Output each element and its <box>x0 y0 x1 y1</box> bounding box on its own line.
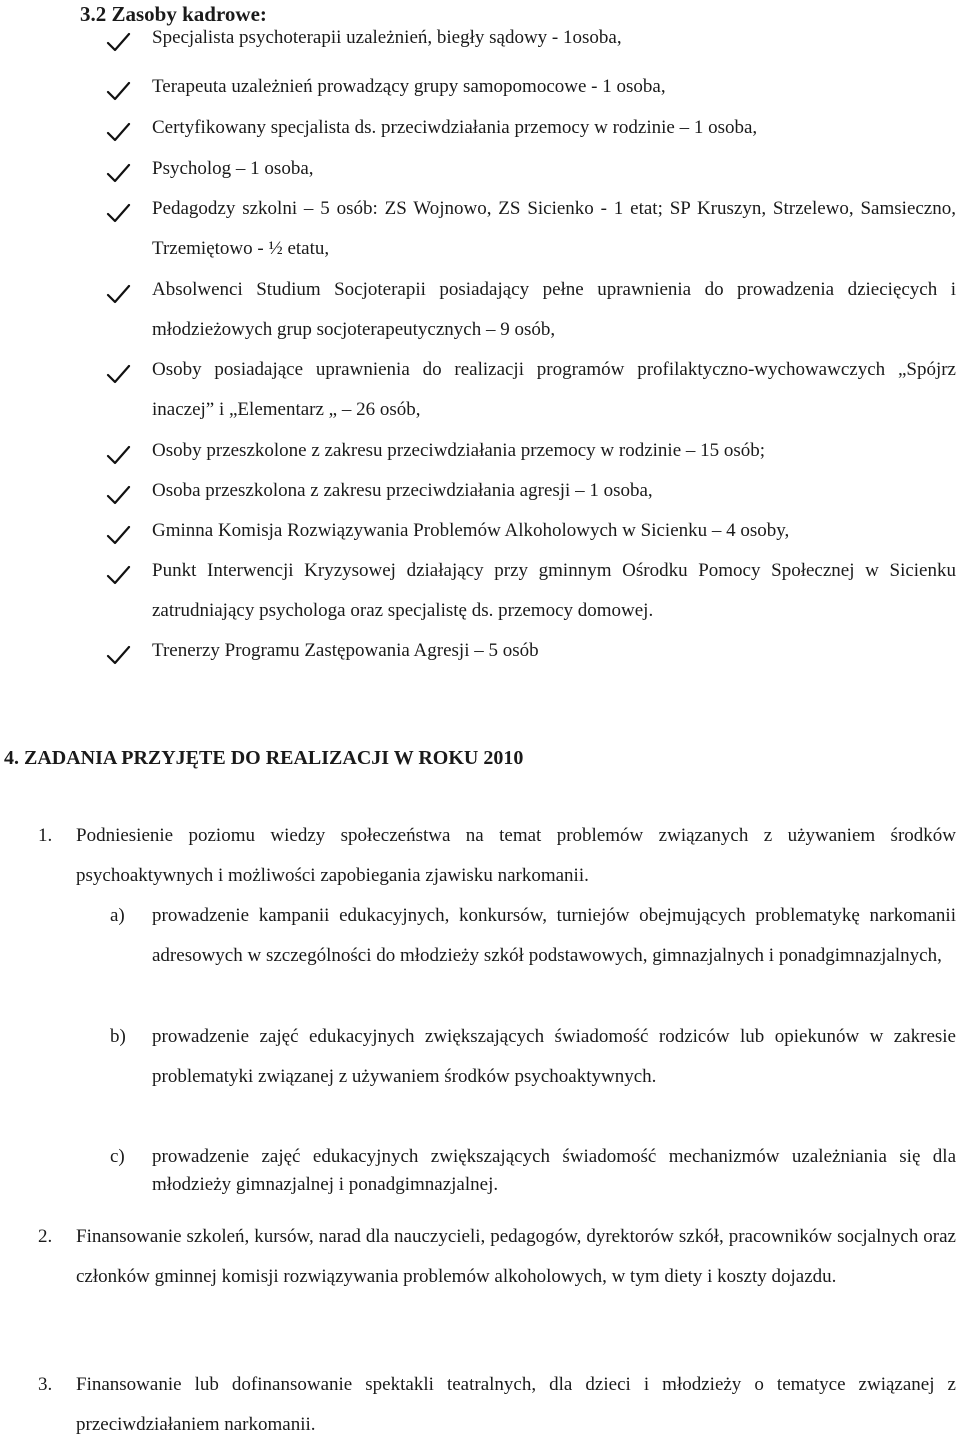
list-item-text: Specjalista psychoterapii uzależnień, biegły sądowy - 1osoba, <box>152 27 622 48</box>
task-text: Podniesienie poziomu wiedzy społeczeństwa na temat problemów związanych z używaniem środków psychoaktywnych i możliwości zapobiegania zjawisku narkomanii. <box>76 825 956 886</box>
checkmark-icon <box>104 77 132 105</box>
section-4-heading: 4. ZADANIA PRZYJĘTE DO REALIZACJI W ROKU 2010 <box>4 747 524 769</box>
checkmark-icon <box>104 521 132 549</box>
task-text: Finansowanie szkoleń, kursów, narad dla nauczycieli, pedagogów, dyrektorów szkół, pracowników socjalnych oraz członków gminnej komisji rozwiązywania problemów alkoholowych, w tym diety i koszty dojazdu. <box>76 1226 956 1287</box>
task-number: 3. <box>38 1374 53 1395</box>
checkmark-icon <box>104 28 132 56</box>
task-number: 2. <box>38 1226 53 1247</box>
list-item-text: Absolwenci Studium Socjoterapii posiadający pełne uprawnienia do prowadzenia dziecięcych i młodzieżowych grup socjoterapeutycznych – 9 osób, <box>152 279 956 340</box>
subtask-text: prowadzenie zajęć edukacyjnych zwiększających świadomość rodziców lub opiekunów w zakresie problematyki związanej z używaniem środków psychoaktywnych. <box>152 1026 956 1087</box>
task-text: Finansowanie lub dofinansowanie spektakli teatralnych, dla dzieci i młodzieży o tematyce związanej z przeciwdziałaniem narkomanii. <box>76 1374 956 1435</box>
checkmark-icon <box>104 199 132 227</box>
subtask-letter: b) <box>110 1026 126 1047</box>
list-item-text: Psycholog – 1 osoba, <box>152 158 314 179</box>
subtask-letter: c) <box>110 1146 125 1167</box>
checkmark-icon <box>104 118 132 146</box>
list-item-text: Osoba przeszkolona z zakresu przeciwdziałania agresji – 1 osoba, <box>152 480 653 501</box>
checkmark-icon <box>104 280 132 308</box>
checkmark-icon <box>104 159 132 187</box>
section-3-2-heading: 3.2 Zasoby kadrowe: <box>80 2 267 26</box>
checkmark-icon <box>104 641 132 669</box>
list-item-text: Osoby przeszkolone z zakresu przeciwdziałania przemocy w rodzinie – 15 osób; <box>152 440 766 461</box>
checkmark-icon <box>104 481 132 509</box>
list-item-text: Trenerzy Programu Zastępowania Agresji – 5 osób <box>152 640 539 661</box>
subtask-text: prowadzenie kampanii edukacyjnych, konkursów, turniejów obejmujących problematykę narkomanii adresowych w szczególności do młodzieży szkół podstawowych, gimnazjalnych i ponadgimnazjalnych, <box>152 905 956 966</box>
list-item-text: Terapeuta uzależnień prowadzący grupy samopomocowe - 1 osoba, <box>152 76 666 97</box>
checkmark-icon <box>104 441 132 469</box>
list-item-text: Gminna Komisja Rozwiązywania Problemów Alkoholowych w Sicienku – 4 osoby, <box>152 520 790 541</box>
list-item-text: Pedagodzy szkolni – 5 osób: ZS Wojnowo, ZS Sicienko - 1 etat; SP Kruszyn, Strzelewo, Samsieczno, Trzemiętowo - ½ etatu, <box>152 198 956 259</box>
list-item-text: Osoby posiadające uprawnienia do realizacji programów profilaktyczno-wychowawczych „Spójrz inaczej” i „Elementarz „ – 26 osób, <box>152 359 956 420</box>
checkmark-icon <box>104 360 132 388</box>
list-item-text: Punkt Interwencji Kryzysowej działający przy gminnym Ośrodku Pomocy Społecznej w Sicienku zatrudniający psychologa oraz specjalistę ds. przemocy domowej. <box>152 560 956 621</box>
checkmark-icon <box>104 561 132 589</box>
subtask-text: prowadzenie zajęć edukacyjnych zwiększających świadomość mechanizmów uzależniania się dla młodzieży gimnazjalnej i ponadgimnazjalnej. <box>152 1146 956 1195</box>
task-number: 1. <box>38 825 53 846</box>
subtask-letter: a) <box>110 905 125 926</box>
list-item-text: Certyfikowany specjalista ds. przeciwdziałania przemocy w rodzinie – 1 osoba, <box>152 117 758 138</box>
